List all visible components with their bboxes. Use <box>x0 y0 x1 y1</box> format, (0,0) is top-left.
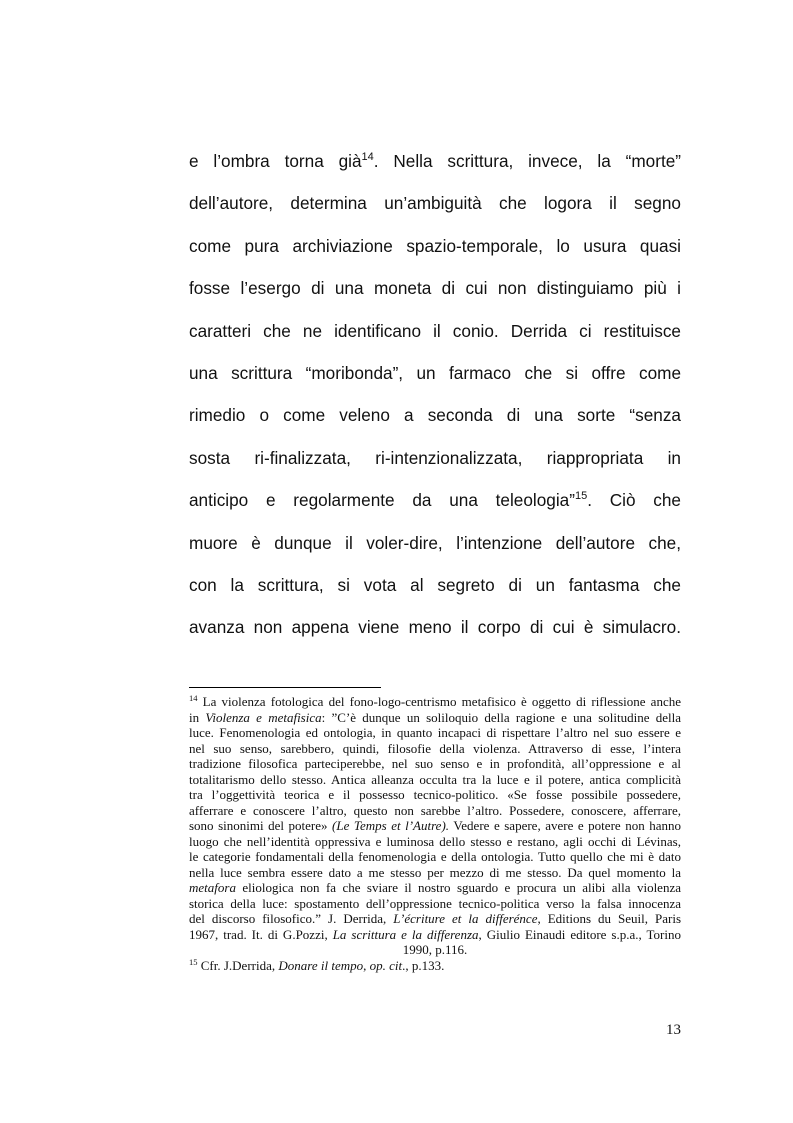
body-line-1-rest: . Nella scrittura, invece, la “morte” <box>373 151 681 171</box>
footnote-14-mark: 14 <box>189 693 198 703</box>
fn14-italic-ecriture: L’écriture et la differénce <box>393 911 538 926</box>
fn15-text-b: , <box>363 957 370 973</box>
footnote-14-line-3: luce. Fenomenologia ed ontologia, in quanto incapaci di rispettare l’altro nel suo essere e <box>189 725 681 740</box>
fn15-text-a: Cfr. J.Derrida, <box>197 957 279 973</box>
fn14-italic-temps: (Le Temps et l’Autre). <box>332 818 450 833</box>
footnote-14-line-16 <box>189 927 681 943</box>
body-line-10: muore è dunque il voler-dire, l’intenzione dell’autore che, <box>189 532 681 553</box>
fn14-text-9: sono sinonimi del potere» <box>189 818 333 833</box>
fn15-italic-donare: Donare il tempo <box>278 957 364 973</box>
footnote-ref-15[interactable]: 15 <box>574 490 588 503</box>
footnote-14-line-9 <box>189 818 681 834</box>
fn14-text-9-rest: Vedere e sapere, avere e potere non hanno <box>449 818 681 833</box>
body-line-9-text: anticipo e regolarmente da una teleologia” <box>189 490 575 511</box>
footnote-14-line-10: luogo che nell’identità oppressiva e luminosa dello stesso e restano, agli occhi di Lévinas, <box>189 833 681 849</box>
body-line-4: fosse l’esergo di una moneta di cui non distinguiamo più i <box>189 278 681 299</box>
body-line-7: rimedio o come veleno a seconda di una sorte “senza <box>189 405 681 426</box>
fn14-text-1: La violenza fotologica del fono-logo-centrismo metafisico è oggetto di riflessione anche <box>197 694 681 709</box>
fn14-italic-metafora: metafora <box>189 880 236 895</box>
footnote-14-line-1 <box>189 694 681 710</box>
footnote-15-mark: 15 <box>189 956 198 967</box>
body-line-11: con la scrittura, si vota al segreto di un fantasma che <box>189 574 681 595</box>
footnote-14-line-7: tra l’oggettività teorica e il possesso tecnico-politico. «Se fosse possibile possedere, <box>189 787 681 802</box>
fn14-text-2-rest: : ”C’è dunque un soliloquio della ragione e una solitudine della <box>321 709 681 725</box>
footnote-14-line-17: 1990, p.116. <box>402 942 468 957</box>
footnote-14-line-5: tradizione filosofica parteciperebbe, nel suo senso e in profondità, all’oppressione e al <box>189 756 681 771</box>
body-line-5: caratteri che ne identificano il conio. Derrida ci restituisce <box>189 320 681 341</box>
body-line-12: avanza non appena viene meno il corpo di cui è simulacro. <box>189 617 681 638</box>
footnote-separator <box>189 687 381 688</box>
fn14-text-2: in <box>189 709 206 725</box>
body-line-3: come pura archiviazione spazio-temporale, lo usura quasi <box>189 235 681 256</box>
footnote-14-line-15 <box>189 911 681 927</box>
fn14-text-13: eliologica non fa che sviare il nostro sguardo e procura un alibi alla violenza <box>235 880 681 895</box>
footnote-15 <box>189 958 681 974</box>
body-line-8: sosta ri-finalizzata, ri-intenzionalizzata, riappropriata in <box>189 447 681 468</box>
fn15-italic-opcit: op. cit <box>369 957 403 973</box>
footnotes <box>189 694 681 973</box>
fn14-italic-scrittura: La scrittura e la differenza <box>332 926 479 942</box>
footnote-14-line-8: afferrare e conoscere l’altro, questo non sarebbe l’altro. Possedere, conoscere, afferrare, <box>189 802 681 818</box>
fn14-text-15-rest: , Editions du Seuil, Paris <box>537 911 682 926</box>
fn14-text-15: del discorso filosofico.” J. Derrida, <box>189 911 394 926</box>
fn14-italic-title: Violenza e metafisica <box>205 709 322 725</box>
fn14-text-16: 1967, trad. It. di G.Pozzi, <box>189 926 333 942</box>
body-line-1-text: e l’ombra torna già <box>189 151 362 171</box>
footnote-14-line-13 <box>189 880 681 896</box>
footnote-14-line-14: storica della luce: spostamento dell’oppressione tecnico-politica verso la falsa innocenza <box>189 895 681 911</box>
footnote-14-line-11: le categorie fondamentali della fenomenologia e della ontologia. Tutto quello che mi è dato <box>189 849 681 864</box>
body-line-1 <box>189 140 681 182</box>
body-line-6: una scrittura “moribonda”, un farmaco che si offre come <box>189 362 681 383</box>
fn14-text-16-rest: , Giulio Einaudi editore s.p.a., Torino <box>478 926 681 942</box>
body-line-9-rest: . Ciò che <box>587 490 681 511</box>
footnote-14-line-2 <box>189 710 681 726</box>
footnote-14-line-4: nel suo senso, sarebbero, quindi, filosofie della violenza. Attraverso di esse, l’intera <box>189 740 681 756</box>
page-number: 13 <box>666 1022 681 1038</box>
body-text <box>189 140 681 649</box>
body-line-9 <box>189 479 681 521</box>
footnote-14-line-12: nella luce sembra essere dato a me stesso per mezzo di me stesso. Da quel momento la <box>189 864 681 880</box>
body-line-2: dell’autore, determina un’ambiguità che logora il segno <box>189 193 681 214</box>
fn15-text-c: ., p.133. <box>402 957 445 973</box>
footnote-ref-14[interactable]: 14 <box>361 151 374 163</box>
footnote-14-line-6: totalitarismo dello stesso. Antica alleanza occulta tra la luce e il potere, antica complicità <box>189 771 681 787</box>
